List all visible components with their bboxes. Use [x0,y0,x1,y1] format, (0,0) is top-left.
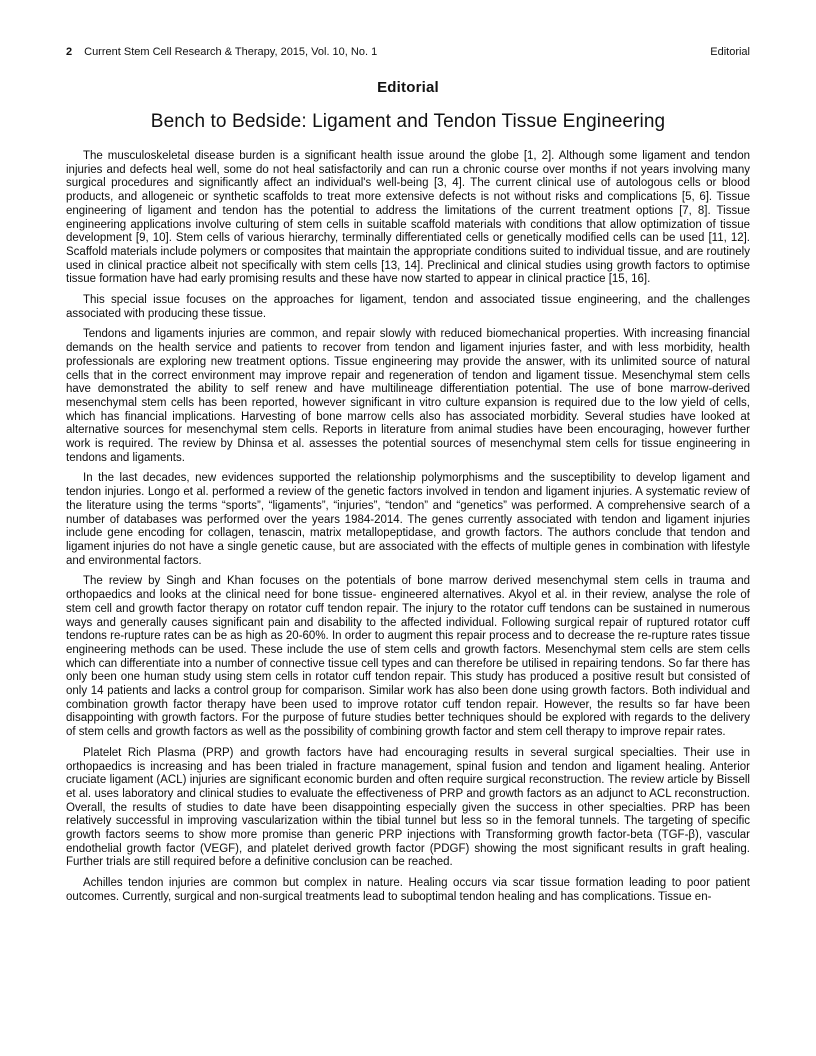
paragraph: Tendons and ligaments injuries are common, and repair slowly with reduced biomechanical properties. With increasing financial demands on the health service and patients to recover from tendon and ligament injuries faster, and with less morbidity, health professionals are exploring new treatment options. Tissue engineering may provide the answer, with its unlimited source of natural cells that in the correct environment may improve repair and regeneration of tendon and ligament tissue. Mesenchymal stem cells have demonstrated the ability to self renew and have multilineage differentiation potential. The use of bone marrow-derived mesenchymal stem cells has been reported, however significant in vitro culture expansion is required due to the low yield of cells, which has financial implications. Harvesting of bone marrow cells also has associated morbidity. Several studies have looked at alternative sources for mesenchymal stem cells. Reports in literature from animal studies have been encouraging, however further work is required. The review by Dhinsa et al. assesses the potential sources of mesenchymal stem cells for tissue engineering in tendons and ligaments. [66,328,750,464]
paragraph: In the last decades, new evidences supported the relationship polymorphisms and the susceptibility to develop ligament and tendon injuries. Longo et al. performed a review of the genetic factors involved in tendon and ligament injuries. A systematic review of the literature using the terms “sports”, “ligaments”, “injuries”, “tendon” and “genetics” was performed. A comprehensive search of a number of databases was performed over the years 1984-2014. The genes currently associated with tendon and ligament injuries include gene encoding for collagen, tenascin, matrix metallopeptidase, and growth factors. The authors conclude that tendon and ligament injuries do not have a single genetic cause, but are associated with the effects of multiple genes in combination with lifestyle and environmental factors. [66,472,750,567]
article-title: Bench to Bedside: Ligament and Tendon Tissue Engineering [150,111,666,132]
journal-citation: Current Stem Cell Research & Therapy, 2015, Vol. 10, No. 1 [84,46,378,58]
running-header [66,46,750,59]
section-heading: Editorial [377,79,439,96]
running-header-left [66,46,377,59]
article-body [66,150,750,905]
paragraph: This special issue focuses on the approaches for ligament, tendon and associated tissue engineering, and the challenges associated with producing these tissue. [66,294,750,320]
paragraph: The review by Singh and Khan focuses on the potentials of bone marrow derived mesenchymal stem cells in trauma and orthopaedics and looks at the clinical need for bone tissue- engineered alternatives. Akyol et al. in their review, analyse the role of stem cell and growth factor therapy on rotator cuff tendon repair. The injury to the rotator cuff tendons can be sustained in numerous ways and generally causes significant pain and disability to the affected individual. Following surgical repair of ruptured rotator cuff tendons re-rupture rates can be as high as 20-60%. In order to augment this repair process and to decrease the re-rupture rates tissue engineering methods can be used. These include the use of stem cells and growth factors. Mesenchymal stem cells are stem cells which can differentiate into a number of connective tissue cell types and can therefore be utilised in repairing tendons. So far there has only been one human study using stem cells in rotator cuff tendon repair. This study has produced a positive result but consisted of only 14 patients and lacks a control group for comparison. Similar work has also been done using growth factors. Both individual and combination growth factor therapy have been used to improve rotator cuff tendon repair. However, the results so far have been disappointing with growth factors. For the purpose of future studies better techniques should be explored with regards to the delivery of stem cells and growth factors as well as the possibility of combining growth factor and stem cell therapy to improve repair rates. [66,575,750,739]
paragraph: Achilles tendon injuries are common but complex in nature. Healing occurs via scar tissue formation leading to poor patient outcomes. Currently, surgical and non-surgical treatments lead to suboptimal tendon healing and has complications. Tissue en- [66,877,750,903]
page-number: 2 [66,46,73,58]
paragraph: Platelet Rich Plasma (PRP) and growth factors have had encouraging results in several surgical specialties. Their use in orthopaedics is increasing and has been trialed in fracture management, spinal fusion and tendon and ligament healing. Anterior cruciate ligament (ACL) injuries are significant economic burden and often require surgical reconstruction. The review article by Bissell et al. uses laboratory and clinical studies to evaluate the effectiveness of PRP and growth factors as an adjunct to ACL reconstruction. Overall, the results of studies to date have been disappointing especially given the success in other specialties. PRP has been relatively successful in improving vascularization within the tibial tunnel but less so in the femoral tunnels. The targeting of specific growth factors seems to show more promise than generic PRP injections with Transforming growth factor-beta (TGF-β), vascular endothelial growth factor (VEGF), and platelet derived growth factor (PDGF) showing the most significant results in graft healing. Further trials are still required before a definitive conclusion can be reached. [66,746,750,869]
paragraph: The musculoskeletal disease burden is a significant health issue around the globe [1, 2]. Although some ligament and tendon injuries and defects heal well, some do not heal satisfactorily and can run a chronic course over months if not years involving many surgical procedures and significantly affect an individual's well-being [3, 4]. The current clinical use of autologous cells or blood products, and allogeneic or synthetic scaffolds to treat more extensive defects is not without risks and complications [5, 6]. Tissue engineering of ligament and tendon has the potential to address the limitations of the current treatment options [7, 8]. Tissue engineering applications involve culturing of stem cells in suitable scaffold materials with conditions that allow optimization of tissue development [9, 10]. Stem cells of various hierarchy, terminally differentiated cells or genetically modified cells can be used [11, 12]. Scaffold materials include polymers or composites that maintain the appropriate conditions suited to individual tissue, and are routinely used in clinical practice albeit not specifically with stem cells [13, 14]. Preclinical and clinical studies using growth factors to optimise tissue formation have had early promising results and these have now started to appear in clinical practice [15, 16]. [66,150,750,286]
running-header-section: Editorial [710,46,750,58]
